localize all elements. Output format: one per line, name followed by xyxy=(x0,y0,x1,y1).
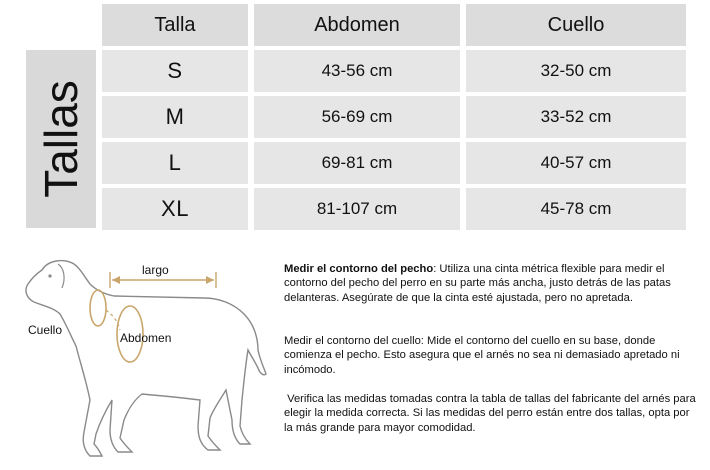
header-cuello: Cuello xyxy=(466,4,686,46)
cuello-l: 40-57 cm xyxy=(466,142,686,184)
abdomen-m: 56-69 cm xyxy=(254,96,460,138)
size-l: L xyxy=(102,142,248,184)
cuello-xl: 45-78 cm xyxy=(466,188,686,230)
tallas-side-label xyxy=(26,50,96,228)
abdomen-s: 43-56 cm xyxy=(254,50,460,92)
size-m: M xyxy=(102,96,248,138)
instruction-chest xyxy=(284,262,696,305)
dog-diagram xyxy=(14,250,276,462)
dog-outline xyxy=(26,261,266,456)
abdomen-label: Abdomen xyxy=(120,331,172,345)
instruction-chest-text: : Utiliza una cinta métrica flexible para medir el contorno del pecho del perro en su parte más ancha, justo detrás de las patas delanteras. Asegúrate de que la cinta esté ajustada, pero no apretada. xyxy=(284,263,671,304)
abdomen-xl: 81-107 cm xyxy=(254,188,460,230)
instruction-verify: Verifica las medidas tomadas contra la tabla de tallas del fabricante del arnés para elegir la medida correcta. Si las medidas del perro están entre dos tallas, opta por la más grande para mayor comodidad. xyxy=(284,393,699,434)
dog-eye xyxy=(48,274,51,277)
header-talla: Talla xyxy=(102,4,248,46)
cuello-label: Cuello xyxy=(28,323,63,337)
cuello-m: 33-52 cm xyxy=(466,96,686,138)
instruction-neck: Medir el contorno del cuello: Mide el contorno del cuello en su base, donde comienza el pecho. Esto asegura que el arnés no sea ni demasiado apretado ni incómodo. xyxy=(284,335,680,376)
cuello-s: 32-50 cm xyxy=(466,50,686,92)
abdomen-l: 69-81 cm xyxy=(254,142,460,184)
size-s: S xyxy=(102,50,248,92)
tallas-text: Tallas xyxy=(35,80,88,198)
size-xl: XL xyxy=(102,188,248,230)
header-abdomen: Abdomen xyxy=(254,4,460,46)
instruction-chest-title: Medir el contorno del pecho xyxy=(284,263,434,275)
largo-label: largo xyxy=(142,263,169,277)
